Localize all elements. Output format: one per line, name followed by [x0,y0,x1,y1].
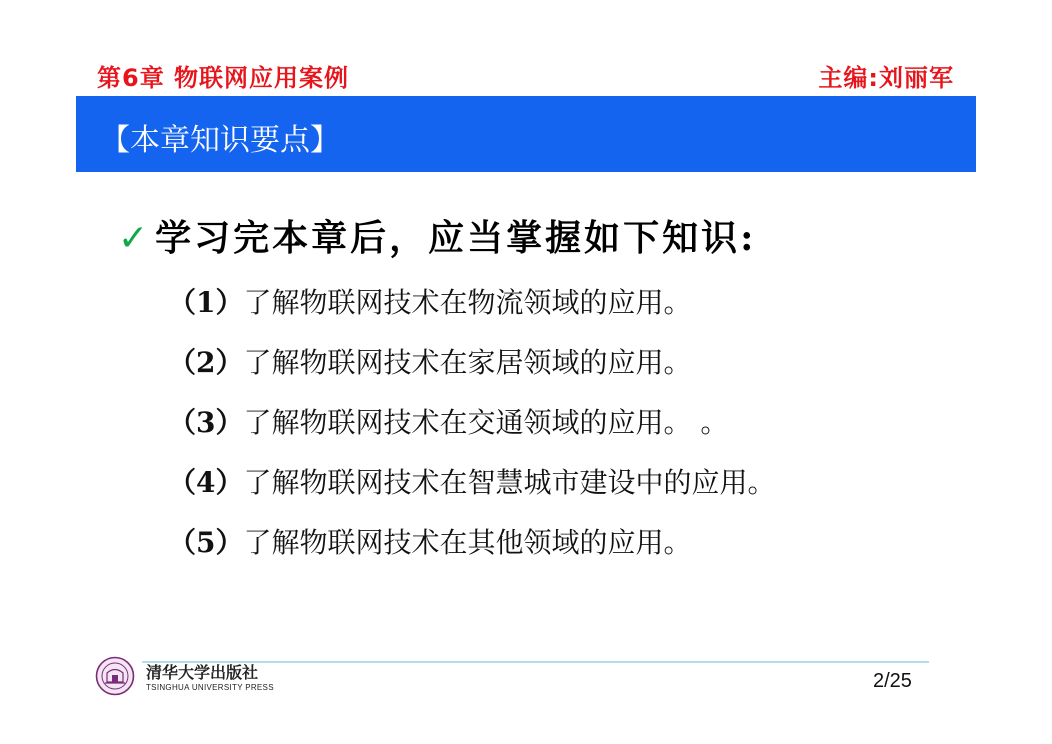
list-item [168,277,776,337]
item-text: 了解物联网技术在物流领域的应用。 [243,286,692,319]
banner-title: 【本章知识要点】 [100,123,340,158]
knowledge-list [168,277,776,577]
editor-credit: 主编:刘丽军 [818,64,954,92]
item-number: （2） [168,346,244,379]
lead-text: 学习完本章后，应当掌握如下知识: [155,217,757,259]
publisher-name-en: TSINGHUA UNIVERSITY PRESS [146,683,274,692]
list-item [168,457,776,517]
item-number: （1） [168,286,244,319]
item-text: 了解物联网技术在交通领域的应用。 。 [243,406,729,439]
footer-divider [142,661,929,663]
section-banner [76,96,976,172]
item-text: 了解物联网技术在智慧城市建设中的应用。 [243,466,776,499]
list-item [168,517,776,577]
list-item [168,337,776,397]
chapter-title: 第6章 物联网应用案例 [97,64,350,92]
check-icon: ✓ [118,218,152,259]
publisher-name-cn: 清华大学出版社 [146,663,259,682]
item-text: 了解物联网技术在其他领域的应用。 [243,526,692,559]
item-number: （4） [168,466,244,499]
publisher-seal-logo [95,656,135,696]
item-number: （3） [168,406,244,439]
item-number: （5） [168,526,244,559]
item-text: 了解物联网技术在家居领域的应用。 [243,346,692,379]
list-item [168,397,776,457]
lead-statement [118,210,756,261]
page-number: 2/25 [873,670,912,692]
